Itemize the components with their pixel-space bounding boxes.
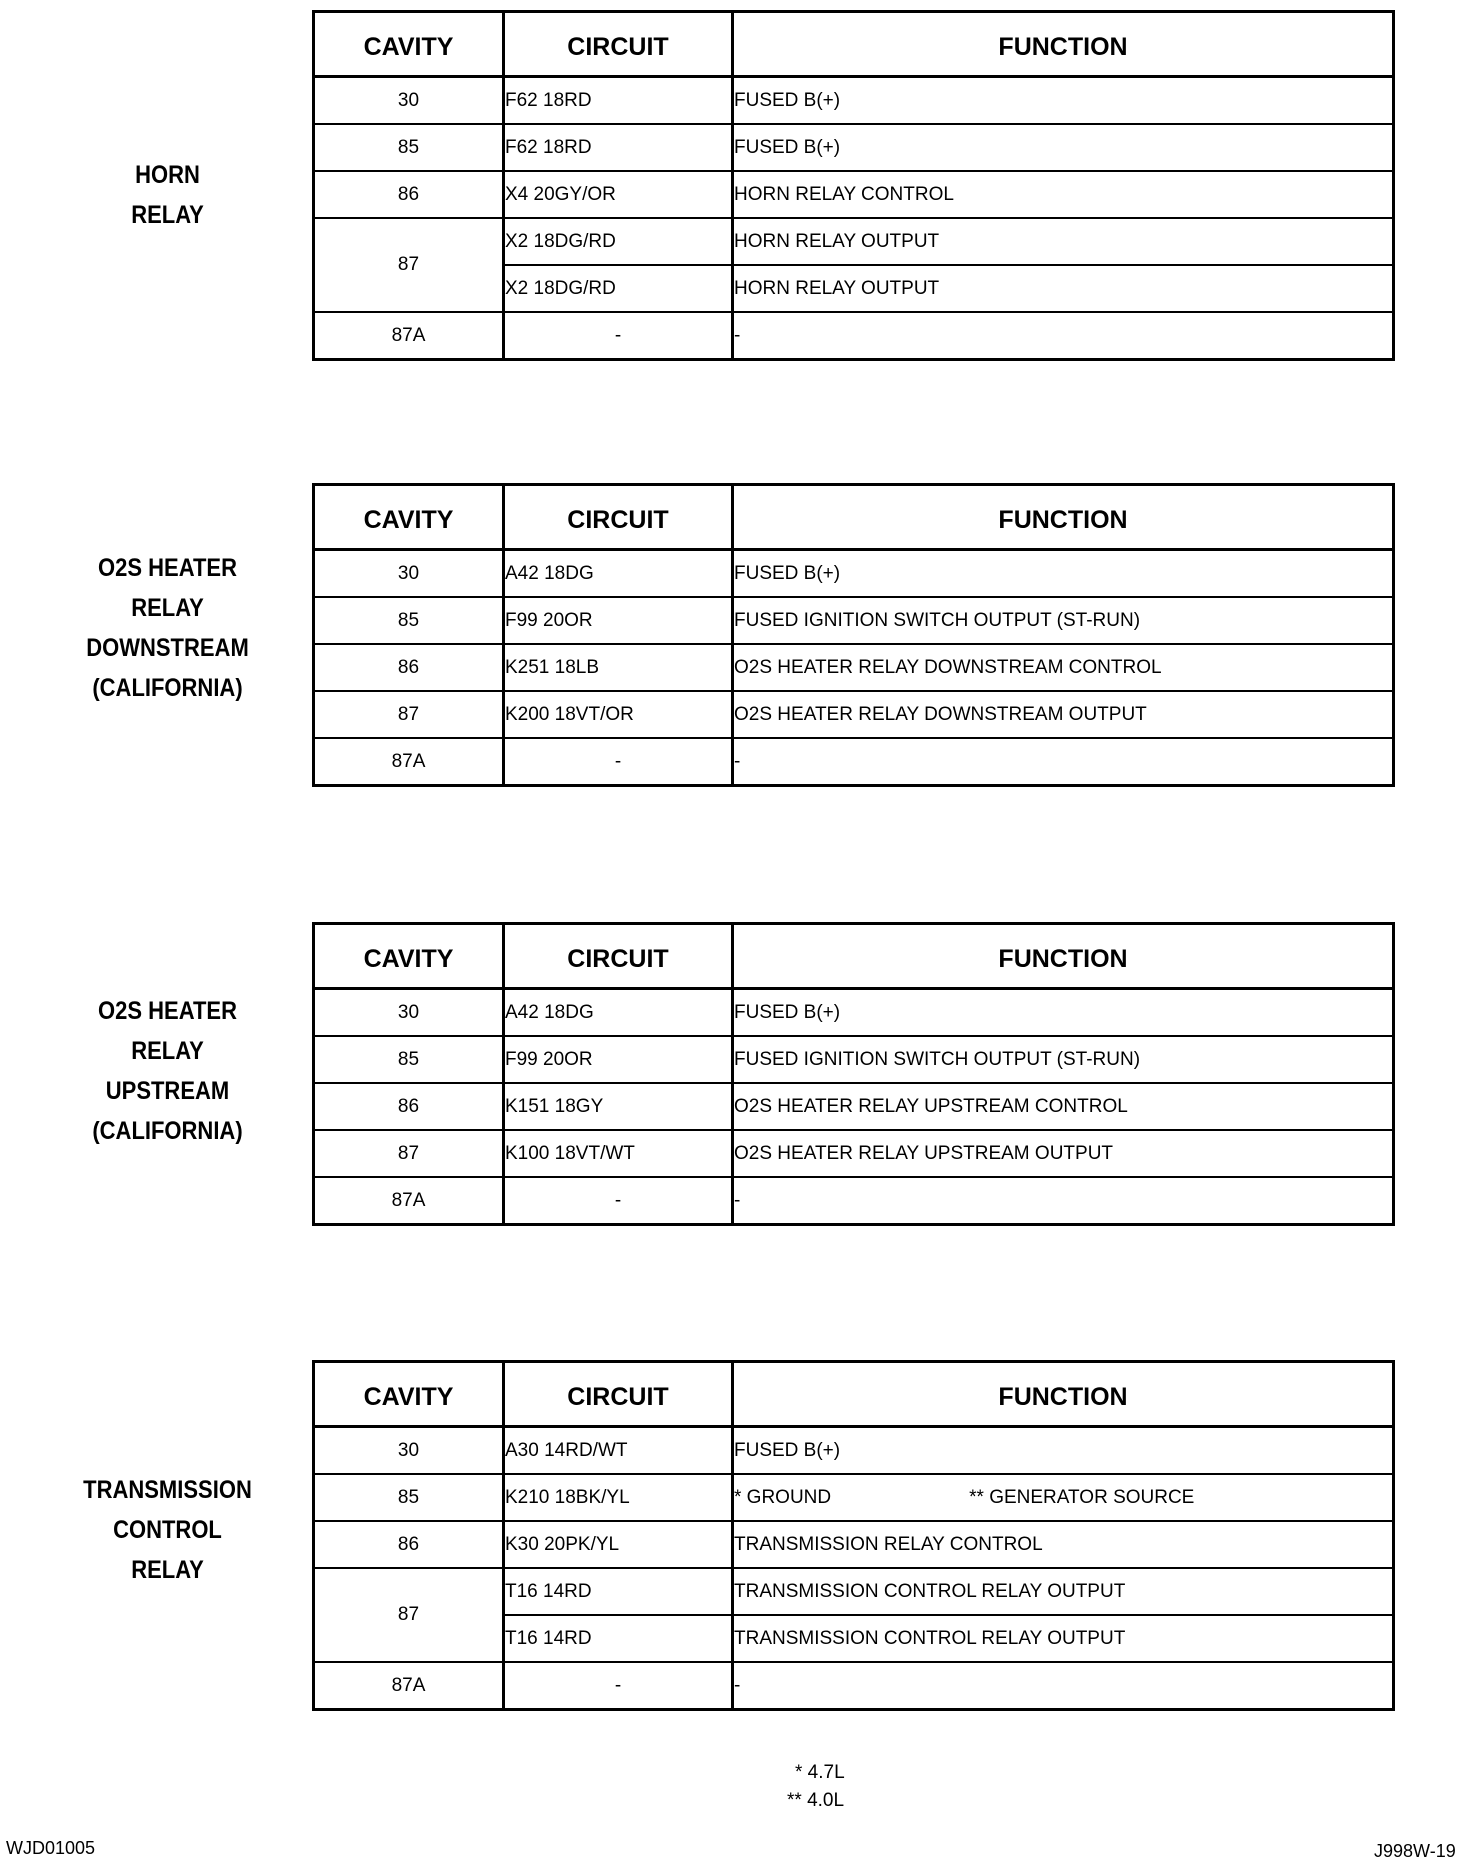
cavity-cell: 87 [314, 1130, 504, 1177]
table-row [314, 989, 1394, 1037]
function-header: FUNCTION [733, 1362, 1394, 1427]
circuit-cell: K210 18BK/YL [504, 1474, 733, 1521]
cavity-header: CAVITY [314, 12, 504, 77]
footnote-4-7l: * 4.7L [795, 1762, 845, 1783]
function-cell: - [733, 312, 1394, 360]
circuit-cell: F62 18RD [504, 77, 733, 125]
function-cell: FUSED IGNITION SWITCH OUTPUT (ST-RUN) [733, 597, 1394, 644]
cavity-cell: 85 [314, 1474, 504, 1521]
function-cell: O2S HEATER RELAY DOWNSTREAM OUTPUT [733, 691, 1394, 738]
function-cell: FUSED B(+) [733, 1427, 1394, 1475]
function-cell: FUSED IGNITION SWITCH OUTPUT (ST-RUN) [733, 1036, 1394, 1083]
function-cell: FUSED B(+) [733, 124, 1394, 171]
table-row [314, 691, 1394, 738]
function-cell [733, 1474, 1394, 1521]
table-row [314, 1177, 1394, 1225]
header-row [314, 12, 1394, 77]
cavity-cell: 87A [314, 1177, 504, 1225]
table-row [314, 218, 1394, 265]
circuit-cell: - [504, 738, 733, 786]
cavity-cell: 30 [314, 77, 504, 125]
cavity-cell: 30 [314, 550, 504, 598]
function-cell: HORN RELAY OUTPUT [733, 218, 1394, 265]
circuit-header: CIRCUIT [504, 485, 733, 550]
function-cell: O2S HEATER RELAY DOWNSTREAM CONTROL [733, 644, 1394, 691]
cavity-cell: 85 [314, 1036, 504, 1083]
function-cell: - [733, 1662, 1394, 1710]
cavity-cell: 87A [314, 738, 504, 786]
circuit-cell: K30 20PK/YL [504, 1521, 733, 1568]
circuit-cell: A30 14RD/WT [504, 1427, 733, 1475]
function-cell: HORN RELAY OUTPUT [733, 265, 1394, 312]
circuit-cell: K251 18LB [504, 644, 733, 691]
cavity-header: CAVITY [314, 485, 504, 550]
circuit-cell: T16 14RD [504, 1615, 733, 1662]
o2s-downstream-label: O2S HEATER RELAY DOWNSTREAM (CALIFORNIA) [86, 554, 249, 702]
cavity-cell: 86 [314, 171, 504, 218]
function-cell: - [733, 1177, 1394, 1225]
function-cell: - [733, 738, 1394, 786]
cavity-cell: 30 [314, 989, 504, 1037]
header-row [314, 1362, 1394, 1427]
table-row [314, 1662, 1394, 1710]
cavity-header: CAVITY [314, 1362, 504, 1427]
o2s-upstream-label: O2S HEATER RELAY UPSTREAM (CALIFORNIA) [92, 997, 243, 1145]
table-row [314, 1130, 1394, 1177]
document-code-right: J998W-19 [1374, 1841, 1456, 1861]
o2s-downstream-table [312, 483, 1395, 787]
circuit-cell: A42 18DG [504, 550, 733, 598]
circuit-cell: F99 20OR [504, 597, 733, 644]
circuit-cell: X4 20GY/OR [504, 171, 733, 218]
table-row [314, 1427, 1394, 1475]
transmission-relay-table [312, 1360, 1395, 1711]
circuit-cell: - [504, 312, 733, 360]
cavity-cell: 87 [314, 218, 504, 312]
ground-function: * GROUND [734, 1486, 832, 1508]
circuit-header: CIRCUIT [504, 924, 733, 989]
generator-source-function: ** GENERATOR SOURCE [969, 1486, 1195, 1508]
cavity-header: CAVITY [314, 924, 504, 989]
function-header: FUNCTION [733, 485, 1394, 550]
table-row [314, 1083, 1394, 1130]
footnote-4-0l: ** 4.0L [787, 1790, 845, 1811]
table-row [314, 171, 1394, 218]
circuit-cell: K100 18VT/WT [504, 1130, 733, 1177]
circuit-cell: F62 18RD [504, 124, 733, 171]
function-cell: TRANSMISSION RELAY CONTROL [733, 1521, 1394, 1568]
table-row [314, 1036, 1394, 1083]
cavity-cell: 85 [314, 124, 504, 171]
cavity-cell: 86 [314, 1521, 504, 1568]
circuit-cell: K151 18GY [504, 1083, 733, 1130]
table-row [314, 597, 1394, 644]
table-row [314, 644, 1394, 691]
horn-relay-label: HORN RELAY [131, 161, 204, 229]
function-header: FUNCTION [733, 12, 1394, 77]
function-cell: O2S HEATER RELAY UPSTREAM CONTROL [733, 1083, 1394, 1130]
cavity-cell: 85 [314, 597, 504, 644]
circuit-cell: F99 20OR [504, 1036, 733, 1083]
circuit-cell: A42 18DG [504, 989, 733, 1037]
table-row [314, 738, 1394, 786]
table-row [314, 124, 1394, 171]
table-row [314, 77, 1394, 125]
cavity-cell: 87A [314, 312, 504, 360]
circuit-cell: K200 18VT/OR [504, 691, 733, 738]
header-row [314, 924, 1394, 989]
circuit-header: CIRCUIT [504, 1362, 733, 1427]
circuit-cell: X2 18DG/RD [504, 218, 733, 265]
horn-relay-table [312, 10, 1395, 361]
document-code-left: WJD01005 [6, 1838, 96, 1858]
circuit-cell: - [504, 1662, 733, 1710]
cavity-cell: 86 [314, 1083, 504, 1130]
circuit-cell: X2 18DG/RD [504, 265, 733, 312]
table-row [314, 1521, 1394, 1568]
function-header: FUNCTION [733, 924, 1394, 989]
o2s-upstream-table [312, 922, 1395, 1226]
function-cell: TRANSMISSION CONTROL RELAY OUTPUT [733, 1568, 1394, 1615]
table-row [314, 1568, 1394, 1615]
cavity-cell: 86 [314, 644, 504, 691]
function-cell: FUSED B(+) [733, 550, 1394, 598]
function-cell: FUSED B(+) [733, 77, 1394, 125]
circuit-header: CIRCUIT [504, 12, 733, 77]
function-cell: FUSED B(+) [733, 989, 1394, 1037]
cavity-cell: 87 [314, 1568, 504, 1662]
table-row [314, 312, 1394, 360]
function-cell: HORN RELAY CONTROL [733, 171, 1394, 218]
circuit-cell: - [504, 1177, 733, 1225]
cavity-cell: 30 [314, 1427, 504, 1475]
table-row [314, 1474, 1394, 1521]
header-row [314, 485, 1394, 550]
circuit-cell: T16 14RD [504, 1568, 733, 1615]
function-cell: O2S HEATER RELAY UPSTREAM OUTPUT [733, 1130, 1394, 1177]
table-row [314, 550, 1394, 598]
transmission-relay-label: TRANSMISSION CONTROL RELAY [83, 1476, 252, 1584]
cavity-cell: 87A [314, 1662, 504, 1710]
cavity-cell: 87 [314, 691, 504, 738]
function-cell: TRANSMISSION CONTROL RELAY OUTPUT [733, 1615, 1394, 1662]
